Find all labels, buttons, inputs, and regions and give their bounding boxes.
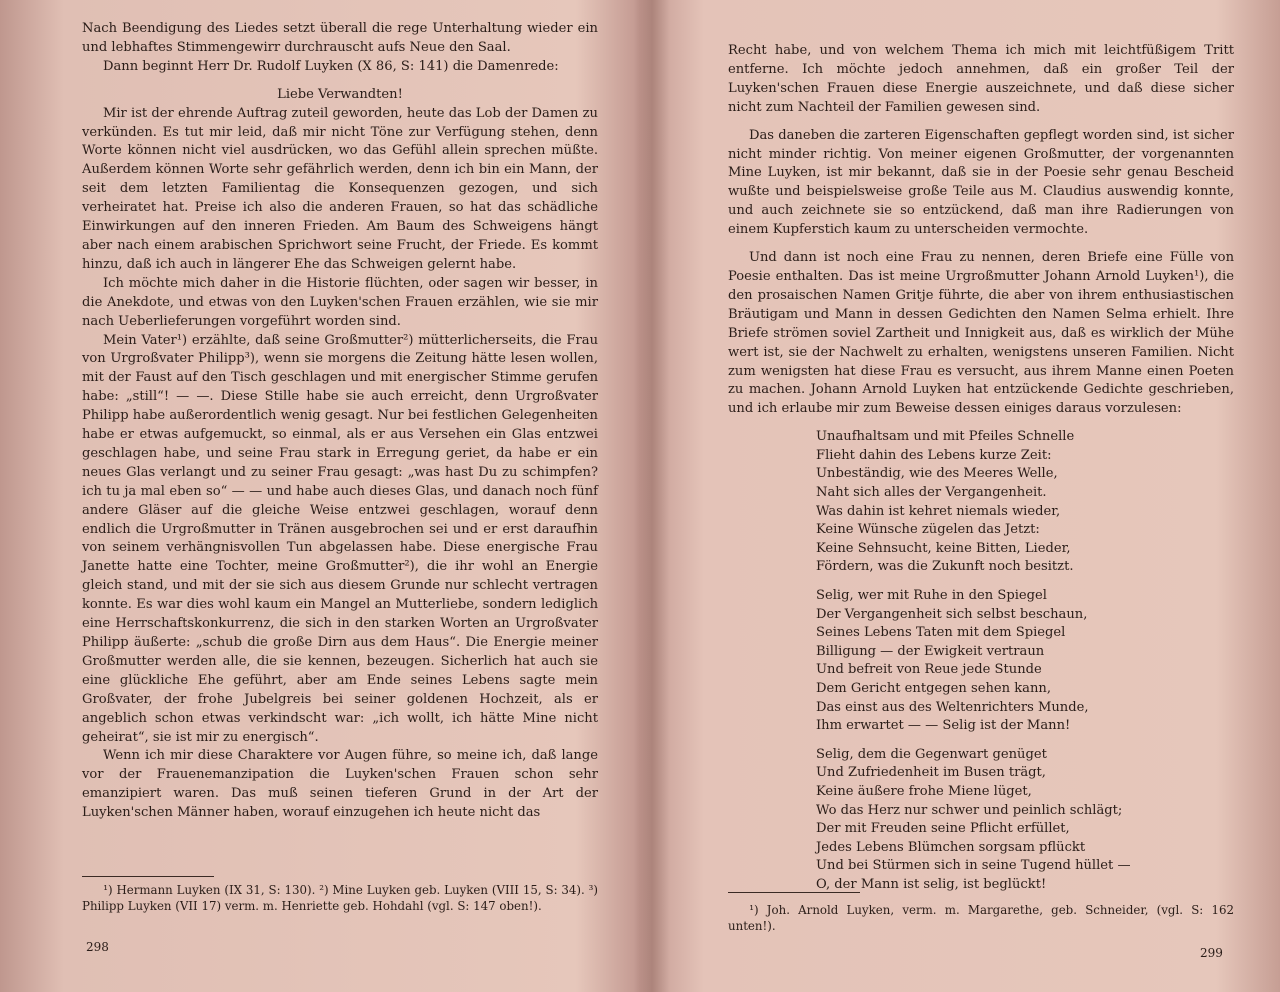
poem-line: Und bei Stürmen sich in seine Tugend hüllet —: [816, 858, 1131, 874]
paragraph: Und dann ist noch eine Frau zu nennen, deren Briefe eine Fülle von Poesie enthalten. Das ist meine Urgroßmutter Johann Arnold Luyken¹), die den prosaischen Namen Gritje führte, die aber von ihrem enthusiastischen Bräutigam und Mann in dessen Gedichten den Namen Selma erhielt. Ihre Briefe strömen soviel Zartheit und Innigkeit aus, daß es wirklich der Mühe wert ist, sie der Nachwelt zu erhalten, wenigstens unseren Familien. Nicht zum wenigsten hat diese Frau es versucht, aus ihrem Manne einen Poeten zu machen. Johann Arnold Luyken hat entzückende Gedichte geschrieben, und ich erlaube mir zum Beweise dessen einiges daraus vorzulesen:: [728, 250, 1234, 417]
paragraph: Ich möchte mich daher in die Historie flüchten, oder sagen wir besser, in die Anekdote, und etwas von den Luyken'schen Frauen erzählen, wie sie mir nach Ueberlieferungen vorgeführt worden sind.: [82, 275, 598, 329]
poem-line: Und befreit von Reue jede Stunde: [816, 662, 1042, 678]
poem-line: Das einst aus des Weltenrichters Munde,: [816, 699, 1089, 715]
poem-stanza: [816, 746, 1234, 895]
paragraph: Mein Vater¹) erzählte, daß seine Großmutter²) mütterlicherseits, die Frau von Urgroßvater Philipp³), wenn sie morgens die Zeitung hätte lesen wollen, mit der Faust auf den Tisch geschlagen und mit energischer Stimme gerufen habe: „still“! — —. Diese Stille habe sie auch erreicht, denn Urgroßvater Philipp habe außerordentlich wenig gesagt. Nur bei festlichen Gelegenheiten habe er etwas aufgemuckt, so einmal, als er aus Versehen ein Glas entzwei geschlagen habe, und seine Frau stark in Erregung geriet, da habe er ein neues Glas verlangt und zu seiner Frau gesagt: „was hast Du zu schimpfen? ich tu ja mal eben so“ — — und habe auch dieses Glas, und danach noch fünf andere Gläser auf die gleiche Weise entzwei geschlagen, worauf denn endlich die Urgroßmutter in Tränen ausgebrochen sei und er erst daraufhin von seinem verhängnisvollen Tun abgelassen habe. Diese energische Frau Janette hatte eine Tochter, meine Großmutter²), die ihr wohl an Energie gleich stand, und mit der sie sich aus diesem Grunde nur schlecht vertragen konnte. Es war dies wohl kaum ein Mangel an Mutterliebe, sondern lediglich eine Herrschaftskonkurrenz, die sich in den starken Worten an Urgroßvater Philipp äußerte: „schub die große Dirn aus dem Haus“. Die Energie meiner Großmutter werden alle, die sie kennen, bezeugen. Sicherlich hat auch sie eine glückliche Ehe geführt, aber am Ende seines Lebens sagte mein Großvater, der frohe Jubelgreis bei seiner goldenen Hochzeit, als er angeblich schon etwas verkindscht war: „ich wollt, ich hätte Mine nicht geheirat“, sie ist mir zu energisch“.: [82, 332, 598, 745]
footnotes: [82, 882, 598, 915]
poem-line: Jedes Lebens Blümchen sorgsam pflückt: [816, 839, 1086, 855]
left-page-text: [82, 20, 598, 823]
poem-line: Was dahin ist kehret niemals wieder,: [816, 503, 1061, 519]
poem-line: Naht sich alles der Vergangenheit.: [816, 485, 1047, 500]
paragraph: Wenn ich mir diese Charaktere vor Augen führe, so meine ich, daß lange vor der Frauenemanzipation die Luyken'schen Frauen schon sehr emanzipiert waren. Das muß seinen tieferen Grund in der Art der Luyken'schen Männer haben, worauf einzugehen ich heute nicht das: [82, 748, 598, 821]
poem-line: Keine Wünsche zügelen das Jetzt:: [816, 522, 1040, 538]
poem-line: Flieht dahin des Lebens kurze Zeit:: [816, 447, 1052, 463]
paragraph: Das daneben die zarteren Eigenschaften gepflegt worden sind, ist sicher nicht minder richtig. Von meiner eigenen Großmutter, der vorgenannten Mine Luyken, ist mir bekannt, daß sie in der Poesie sehr genau Bescheid wußte und beispielsweise große Teile aus M. Claudius auswendig konnte, und auch zeichnete sie so entzückend, daß man ihre Radierungen von einem Kupferstich kaum zu unterscheiden vermochte.: [728, 127, 1234, 238]
poem-line: Seines Lebens Taten mit dem Spiegel: [816, 625, 1066, 641]
poem-line: Der Vergangenheit sich selbst beschaun,: [816, 606, 1088, 622]
footnote-text: ¹) Joh. Arnold Luyken, verm. m. Margarethe, geb. Schneider, (vgl. S: 162 unten!).: [728, 903, 1234, 934]
paragraph: Nach Beendigung des Liedes setzt überall die rege Unterhaltung wieder ein und lebhaftes Stimmengewirr durchrauscht aufs Neue den Saal.: [82, 21, 598, 55]
poem-line: Keine Sehnsucht, keine Bitten, Lieder,: [816, 540, 1071, 556]
right-page-text: [728, 42, 1234, 894]
footnotes: [728, 902, 1234, 935]
page-number: 298: [86, 940, 109, 954]
poem: [816, 428, 1234, 894]
poem-line: Selig, wer mit Ruhe in den Spiegel: [816, 587, 1047, 603]
poem-line: Und Zufriedenheit im Busen trägt,: [816, 765, 1046, 781]
poem-line: Keine äußere frohe Miene lüget,: [816, 783, 1032, 799]
poem-stanza: [816, 587, 1234, 736]
poem-line: Dem Gericht entgegen sehen kann,: [816, 680, 1051, 696]
poem-line: Wo das Herz nur schwer und peinlich schlägt;: [816, 802, 1123, 818]
poem-line: Ihm erwartet — — Selig ist der Mann!: [816, 718, 1071, 734]
poem-line: Fördern, was die Zukunft noch besitzt.: [816, 559, 1074, 575]
poem-stanza: [816, 428, 1234, 577]
right-page: [660, 0, 1280, 992]
poem-line: Selig, dem die Gegenwart genüget: [816, 746, 1047, 762]
poem-line: O, der Mann ist selig, ist beglückt!: [816, 876, 1047, 892]
poem-line: Unbeständig, wie des Meeres Welle,: [816, 466, 1058, 482]
paragraph: Dann beginnt Herr Dr. Rudolf Luyken (X 86, S: 141) die Damenrede:: [102, 58, 559, 74]
poem-line: Der mit Freuden seine Pflicht erfüllet,: [816, 821, 1070, 837]
footnote-text: ¹) Hermann Luyken (IX 31, S: 130). ²) Mine Luyken geb. Luyken (VIII 15, S: 34). ³) Philipp Luyken (VII 17) verm. m. Henriette geb. Hohdahl (vgl. S: 147 oben!).: [82, 883, 598, 914]
poem-line: Unaufhaltsam und mit Pfeiles Schnelle: [816, 429, 1075, 445]
footnote-rule: [82, 876, 214, 877]
footnote-rule: [728, 892, 860, 893]
poem-line: Billigung — der Ewigkeit vertraun: [816, 643, 1045, 659]
page-number: 299: [1200, 946, 1223, 960]
paragraph: Mir ist der ehrende Auftrag zuteil geworden, heute das Lob der Damen zu verkünden. Es tut mir leid, daß mir nicht Töne zur Verfügung stehen, denn Worte können nicht viel ausdrücken, wo das Gefühl allein sprechen müßte. Außerdem können Worte sehr gefährlich werden, denn ich bin ein Mann, der seit dem letzten Familientag die Konsequenzen gezogen, und sich verheiratet hat. Preise ich also die anderen Frauen, so hat das schädliche Einwirkungen auf den inneren Frieden. Am Baum des Schweigens hängt aber nach einem arabischen Sprichwort seine Frucht, der Friede. Es kommt hinzu, daß ich auch in längerer Ehe das Schweigen gelernt habe.: [82, 105, 598, 272]
speech-heading: Liebe Verwandten!: [277, 86, 403, 102]
paragraph: Recht habe, und von welchem Thema ich mich mit leichtfüßigem Tritt entferne. Ich möchte jedoch annehmen, daß ein großer Teil der Luyken'schen Frauen diese Energie auszeichnete, und daß diese sicher nicht zum Nachteil der Familien gewesen sind.: [728, 43, 1234, 115]
